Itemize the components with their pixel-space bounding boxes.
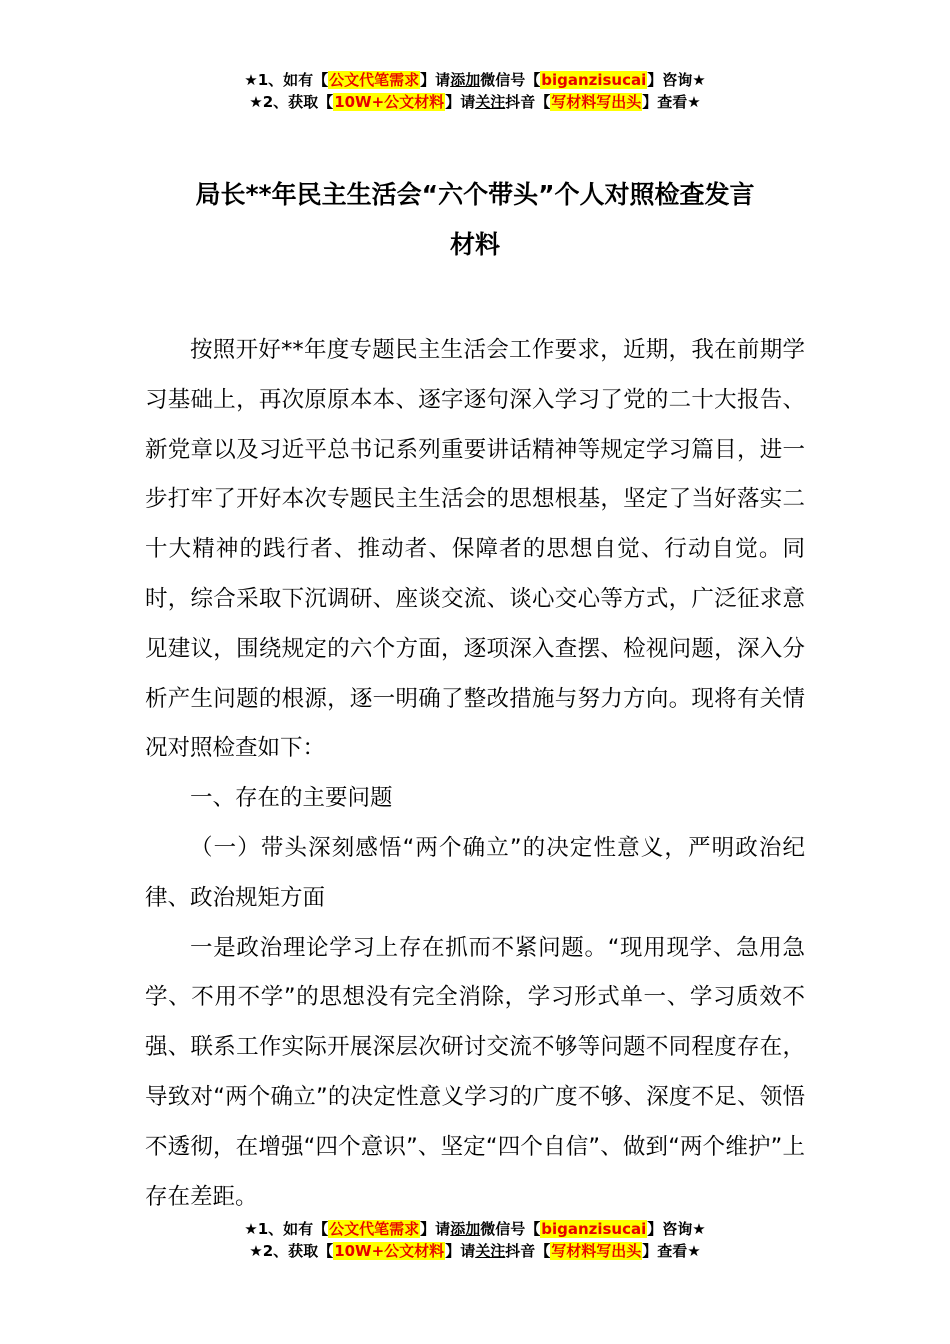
promo-text: 】请: [445, 93, 476, 111]
promo-line-1: [0, 1218, 950, 1240]
promo-highlight: 10W+公文材料: [334, 93, 445, 111]
promo-highlight: 写材料写出头: [551, 1242, 642, 1260]
promo-text: 微信号【: [480, 71, 541, 89]
promo-highlight: biganzisucai: [541, 1220, 647, 1238]
document-title-line-2: 材料: [449, 230, 500, 259]
promo-highlight: biganzisucai: [541, 71, 647, 89]
promo-text: 微信号【: [480, 1220, 541, 1238]
promo-banner-top: [0, 69, 950, 113]
promo-text: ★2、获取【: [249, 1242, 334, 1260]
document-title-line-1: 局长**年民主生活会“六个带头”个人对照检查发言: [195, 180, 755, 209]
promo-text: 】请: [445, 1242, 476, 1260]
promo-text: ★1、如有【: [244, 71, 329, 89]
promo-highlight: 公文代笔需求: [329, 1220, 420, 1238]
promo-text: 】请: [420, 1220, 451, 1238]
promo-text: 抖音【: [505, 93, 551, 111]
promo-highlight: 写材料写出头: [551, 93, 642, 111]
paragraph-intro: 按照开好**年度专题民主生活会工作要求，近期，我在前期学习基础上，再次原原本本、逐字逐句深入学习了党的二十大报告、新党章以及习近平总书记系列重要讲话精神等规定学习篇目，进一步打牢了开好本次专题民主生活会的思想根基，坚定了当好落实二十大精神的践行者、推动者、保障者的思想自觉、行动自觉。同时，综合采取下沉调研、座谈交流、谈心交心等方式，广泛征求意见建议，围绕规定的六个方面，逐项深入查摆、检视问题，深入分析产生问题的根源，逐一明确了整改措施与努力方向。现将有关情况对照检查如下：: [145, 337, 805, 762]
promo-text: 】咨询★: [647, 71, 706, 89]
promo-text: 】请: [420, 71, 451, 89]
promo-text: 抖音【: [505, 1242, 551, 1260]
document-body: [145, 326, 805, 1222]
promo-text: 】查看★: [642, 1242, 701, 1260]
promo-line-2: [0, 1240, 950, 1262]
promo-text: 】查看★: [642, 93, 701, 111]
promo-underlined-text: 关注: [475, 93, 506, 111]
subsection-heading: （一）带头深刻感悟“两个确立”的决定性意义，严明政治纪律、政治规矩方面: [145, 834, 805, 911]
promo-line-2: [0, 91, 950, 113]
promo-banner-bottom: [0, 1218, 950, 1262]
promo-underlined-text: 关注: [475, 1242, 506, 1260]
promo-underlined-text: 添加: [450, 71, 481, 89]
paragraph-point-1: 一是政治理论学习上存在抓而不紧问题。“现用现学、急用急学、不用不学”的思想没有完全消除，学习形式单一、学习质效不强、联系工作实际开展深层次研讨交流不够等问题不同程度存在，导致对“两个确立”的决定性意义学习的广度不够、深度不足、领悟不透彻，在增强“四个意识”、坚定“四个自信”、做到“两个维护”上存在差距。: [145, 934, 805, 1210]
promo-text: 】咨询★: [647, 1220, 706, 1238]
section-heading: 一、存在的主要问题: [190, 785, 393, 812]
promo-underlined-text: 添加: [450, 1220, 481, 1238]
promo-line-1: [0, 69, 950, 91]
promo-text: ★2、获取【: [249, 93, 334, 111]
promo-text: ★1、如有【: [244, 1220, 329, 1238]
promo-highlight: 公文代笔需求: [329, 71, 420, 89]
promo-highlight: 10W+公文材料: [334, 1242, 445, 1260]
